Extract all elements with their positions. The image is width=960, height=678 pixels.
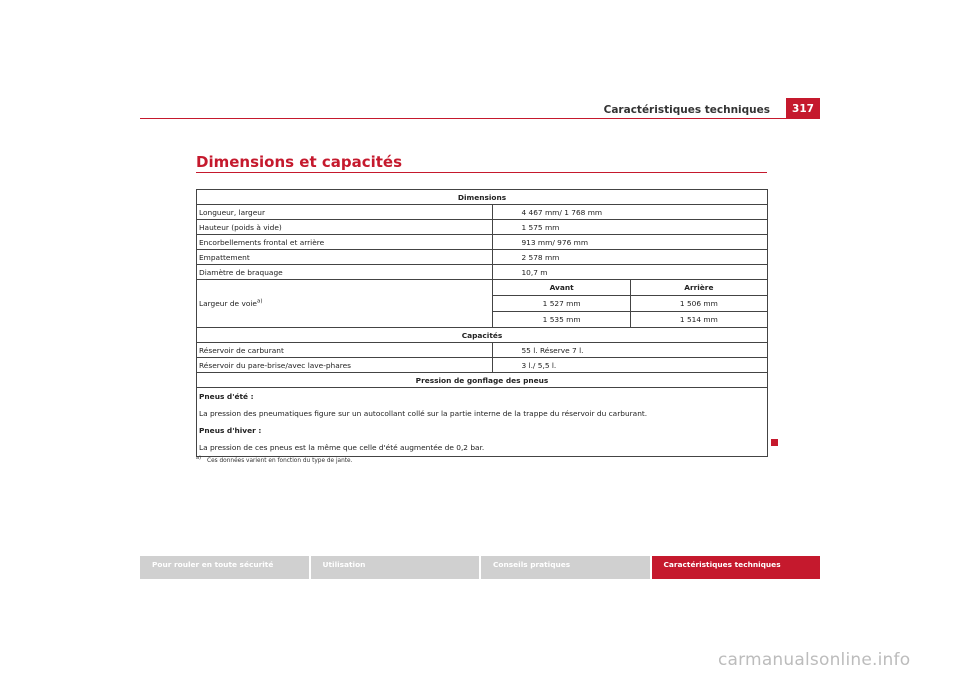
track-width-row [197, 280, 768, 328]
row-value: 913 mm/ 976 mm [493, 235, 768, 250]
end-of-section-marker [771, 439, 778, 446]
page-number: 317 [786, 98, 820, 118]
tab-practical-tips[interactable]: Conseils pratiques [481, 556, 650, 579]
summer-tyres-title: Pneus d'été : [199, 392, 254, 401]
track-subheader [493, 280, 767, 295]
track-front-value: 1 535 mm [542, 315, 581, 324]
watermark: carmanualsonline.info [718, 650, 911, 670]
table-row [197, 250, 768, 265]
tab-safety[interactable]: Pour rouler en toute sécurité [140, 556, 309, 579]
row-value: 3 l./ 5,5 l. [493, 358, 768, 373]
winter-tyres-title: Pneus d'hiver : [199, 426, 262, 435]
track-row [493, 311, 767, 327]
specifications-table [196, 189, 768, 457]
tyre-pressure-header: Pression de gonflage des pneus [197, 373, 768, 388]
track-col-front: Avant [549, 283, 574, 292]
running-header-title: Caractéristiques techniques [603, 104, 770, 116]
tab-technical-data[interactable]: Caractéristiques techniques [652, 556, 821, 579]
footnote-ref: a) [256, 298, 263, 305]
track-row [493, 295, 767, 311]
footnote-text: Ces données varient en fonction du type de jante. [207, 457, 353, 464]
row-label: Empattement [197, 250, 493, 265]
row-value: 1 575 mm [493, 220, 768, 235]
table-header-row [197, 328, 768, 343]
row-label: Hauteur (poids à vide) [197, 220, 493, 235]
table-row [197, 220, 768, 235]
table-header-row [197, 373, 768, 388]
capacities-header: Capacités [197, 328, 768, 343]
track-rear-value: 1 506 mm [630, 296, 767, 311]
footnote-mark: a) [196, 455, 202, 461]
table-row [197, 343, 768, 358]
track-rear-value: 1 514 mm [630, 312, 767, 327]
summer-tyres-text: La pression des pneumatiques figure sur un autocollant collé sur la partie interne de la trappe du réservoir du carburant. [199, 409, 648, 418]
table-header-row [197, 190, 768, 205]
chapter-nav-tabs [140, 556, 820, 579]
dimensions-header: Dimensions [197, 190, 768, 205]
row-label: Réservoir de carburant [197, 343, 493, 358]
track-width-label-text: Largeur de voie [199, 299, 257, 308]
row-value: 10,7 m [493, 265, 768, 280]
section-rule [196, 172, 767, 173]
tab-operation[interactable]: Utilisation [311, 556, 480, 579]
table-row [197, 358, 768, 373]
row-value: 55 l. Réserve 7 l. [493, 343, 768, 358]
table-row [197, 235, 768, 250]
row-value: 4 467 mm/ 1 768 mm [493, 205, 768, 220]
row-label: Diamètre de braquage [197, 265, 493, 280]
footnote [196, 455, 352, 464]
track-col-rear: Arrière [630, 280, 767, 295]
track-front-value: 1 527 mm [542, 299, 581, 308]
tyre-pressure-row [197, 388, 768, 457]
tyre-pressure-text [197, 388, 768, 457]
row-label: Encorbellements frontal et arrière [197, 235, 493, 250]
section-title: Dimensions et capacités [196, 153, 403, 171]
winter-tyres-text: La pression de ces pneus est la même que celle d'été augmentée de 0,2 bar. [199, 443, 485, 452]
header-rule [140, 118, 820, 119]
table-row [197, 205, 768, 220]
table-row [197, 265, 768, 280]
track-width-label [197, 280, 493, 328]
track-width-subtable [493, 280, 768, 328]
row-value: 2 578 mm [493, 250, 768, 265]
row-label: Longueur, largeur [197, 205, 493, 220]
row-label: Réservoir du pare-brise/avec lave-phares [197, 358, 493, 373]
